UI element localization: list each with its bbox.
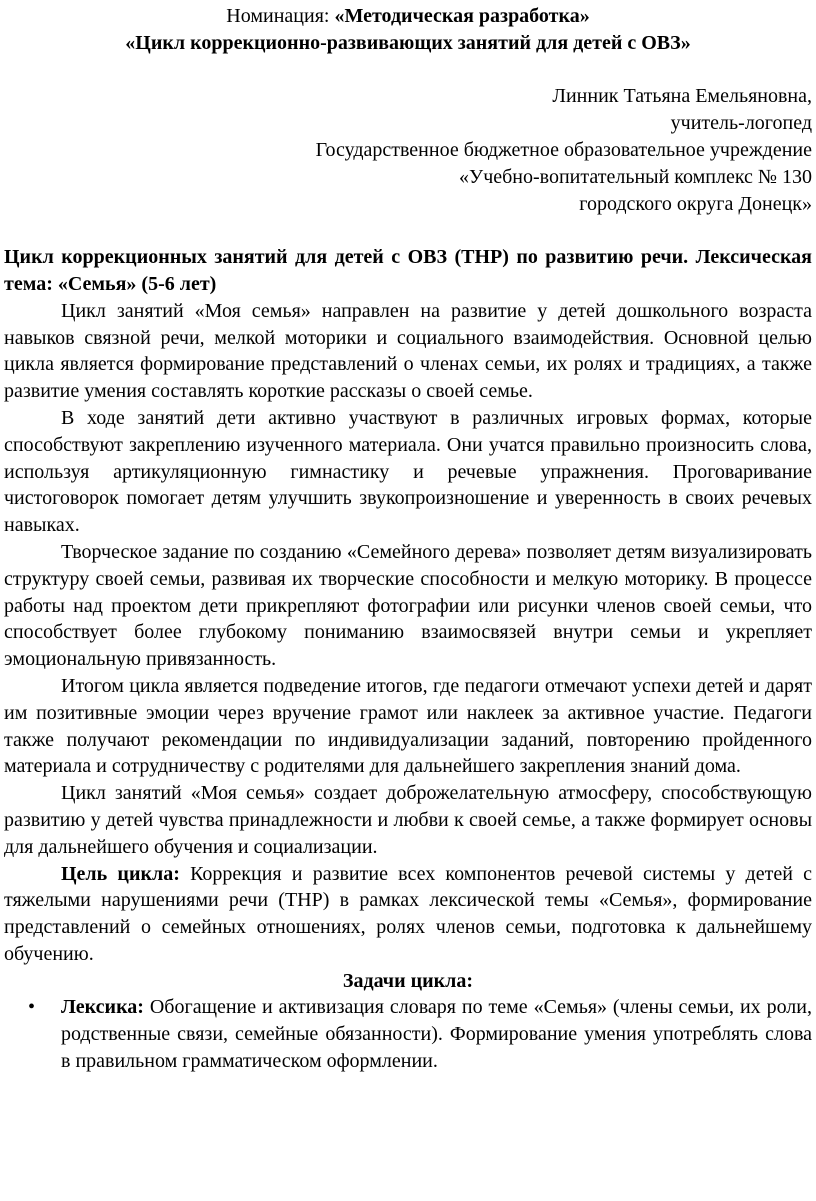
author-position: учитель-логопед	[670, 112, 812, 135]
paragraph-2: В ходе занятий дети активно участвуют в различных игровых формах, которые способствуют закреплению изученного материала. Они учатся правильно произносить слова, используя артикуляционную гимнастику и речевые упражнения. Проговаривание чистоговорок помогает детям улучшить звукопроизношение и уверенность в своих речевых навыках.	[4, 406, 812, 537]
author-org-line2: «Учебно-вопитательный комплекс № 130	[459, 165, 812, 188]
paragraph-3: Творческое задание по созданию «Семейного дерева» позволяет детям визуализировать структуру своей семьи, развивая их творческие способности и мелкую моторику. В процессе работы над проектом дети прикрепляют фотографии или рисунки членов своей семьи, что способствует более глубокому пониманию взаимосвязей внутри семьи и укрепляет эмоциональную привязанность.	[4, 540, 812, 671]
goal-text: Коррекция и развитие всех компонентов речевой системы у детей с тяжелыми нарушениями речи (ТНР) в рамках лексической темы «Семья», формирование представлений о семейных отношениях, ролях членов семьи, подготовка к дальнейшему обучению.	[4, 862, 812, 965]
author-block	[4, 83, 812, 217]
author-org-line3: городского округа Донецк»	[579, 192, 812, 215]
nomination-label: Номинация:	[226, 5, 335, 27]
paragraph-4: Итогом цикла является подведение итогов, где педагоги отмечают успехи детей и дарят им позитивные эмоции через вручение грамот или наклеек за активное участие. Педагоги также получают рекомендации по индивидуализации заданий, повторению пройденного материала и сотрудничеству с родителями для дальнейшего закрепления знаний дома.	[4, 674, 812, 778]
paragraph-5: Цикл занятий «Моя семья» создает доброжелательную атмосферу, способствующую развитию у детей чувства принадлежности и любви к своей семье, а также формирует основы для дальнейшего обучения и социализации.	[4, 782, 812, 858]
task-text: Обогащение и активизация словаря по теме «Семья» (члены семьи, их роли, родственные связи, семейные обязанности). Формирование умения употреблять слова в правильном грамматическом оформлении.	[61, 996, 812, 1073]
goal-paragraph	[4, 861, 812, 968]
tasks-list	[4, 994, 812, 1074]
author-org-line1: Государственное бюджетное образовательное учреждение	[315, 138, 812, 161]
nomination-value: «Методическая разработка»	[334, 5, 590, 27]
task-label: Лексика:	[61, 996, 144, 1019]
spacer	[4, 217, 812, 244]
tasks-heading: Задачи цикла:	[342, 969, 474, 992]
author-name: Линник Татьяна Емельяновна,	[552, 85, 812, 108]
section-title: Цикл коррекционных занятий для детей с ОВЗ (ТНР) по развитию речи. Лексическая тема: «Семья» (5-6 лет)	[4, 246, 812, 295]
list-item	[4, 994, 812, 1074]
nomination-line	[4, 3, 812, 30]
bullet-icon: •	[28, 996, 36, 1019]
spacer	[4, 57, 812, 84]
cycle-title: «Цикл коррекционно-развивающих занятий для детей с ОВЗ»	[125, 31, 691, 54]
paragraph-1: Цикл занятий «Моя семья» направлен на развитие у детей дошкольного возраста навыков связной речи, мелкой моторики и социального взаимодействия. Основной целью цикла является формирование представлений о членах семьи, их ролях и традициях, а также развитие умения составлять короткие рассказы о своей семье.	[4, 299, 812, 403]
goal-label: Цель цикла:	[61, 862, 180, 885]
